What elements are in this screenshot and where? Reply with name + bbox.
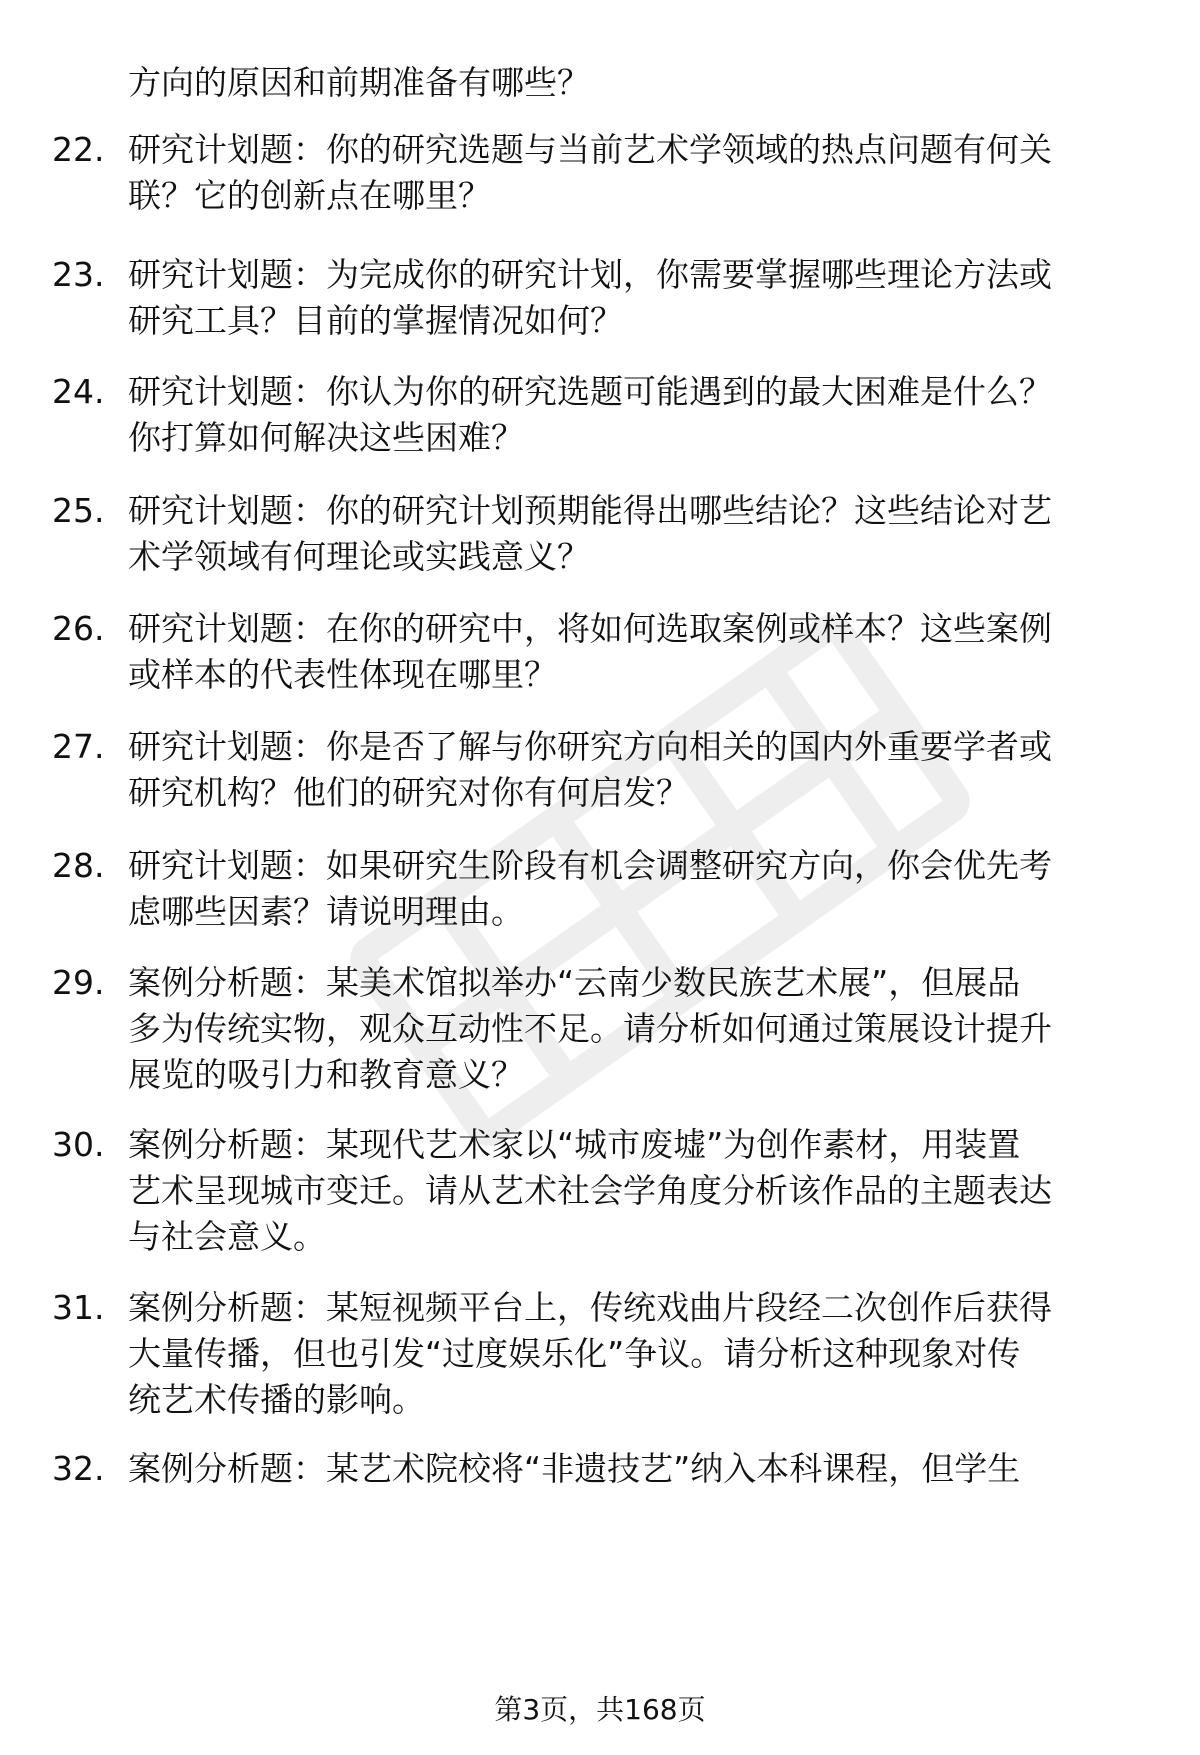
page-footer: 第3页，共168页 [494, 1693, 706, 1726]
question-text-line: 研究计划题：在你的研究中，将如何选取案例或样本？这些案例 [128, 609, 1052, 648]
question-text [128, 960, 1138, 1098]
question-number: 25. [52, 491, 105, 530]
question-text-line: 多为传统实物，观众互动性不足。请分析如何通过策展设计提升 [128, 1009, 1052, 1048]
question-text-line: 案例分析题：某现代艺术家以“城市废墟”为创作素材，用装置 [128, 1125, 1021, 1164]
question-number: 24. [52, 372, 105, 411]
question-number: 27. [52, 727, 105, 766]
question-text-line: 研究计划题：你是否了解与你研究方向相关的国内外重要学者或 [128, 727, 1052, 766]
question-text [128, 1122, 1138, 1260]
question-text-line: 虑哪些因素？请说明理由。 [128, 892, 524, 931]
continuation-text: 方向的原因和前期准备有哪些？ [128, 63, 590, 102]
question-number: 28. [52, 846, 105, 885]
question-number: 31. [52, 1288, 105, 1327]
question-text-line: 研究计划题：如果研究生阶段有机会调整研究方向，你会优先考 [128, 846, 1052, 885]
question-text-line: 你打算如何解决这些困难？ [128, 418, 524, 457]
question-text [128, 843, 1138, 935]
question-number: 22. [52, 130, 105, 169]
question-text-line: 研究计划题：你的研究选题与当前艺术学领域的热点问题有何关 [128, 130, 1052, 169]
question-text [128, 488, 1138, 580]
question-text-line: 与社会意义。 [128, 1217, 326, 1256]
question-text-line: 案例分析题：某短视频平台上，传统戏曲片段经二次创作后获得 [128, 1288, 1052, 1327]
question-text-line: 研究计划题：你认为你的研究选题可能遇到的最大困难是什么？ [128, 372, 1052, 411]
question-text [128, 724, 1138, 816]
question-text [128, 369, 1138, 461]
question-text-line: 术学领域有何理论或实践意义？ [128, 537, 590, 576]
question-text-line: 研究计划题：为完成你的研究计划，你需要掌握哪些理论方法或 [128, 255, 1052, 294]
question-text-line: 案例分析题：某艺术院校将“非遗技艺”纳入本科课程，但学生 [128, 1449, 1021, 1488]
question-text [128, 127, 1138, 219]
question-text [128, 1446, 1138, 1492]
question-number: 32. [52, 1449, 105, 1488]
question-text-line: 艺术呈现城市变迁。请从艺术社会学角度分析该作品的主题表达 [128, 1171, 1052, 1210]
question-text-line: 或样本的代表性体现在哪里？ [128, 655, 557, 694]
question-number: 26. [52, 609, 105, 648]
question-text-line: 研究工具？目前的掌握情况如何？ [128, 301, 623, 340]
question-number: 29. [52, 963, 105, 1002]
question-text [128, 252, 1138, 344]
question-text-line: 统艺术传播的影响。 [128, 1380, 425, 1419]
question-number: 30. [52, 1125, 105, 1164]
question-text-line: 展览的吸引力和教育意义？ [128, 1055, 524, 1094]
question-text-line: 联？它的创新点在哪里？ [128, 176, 491, 215]
question-text-line: 案例分析题：某美术馆拟举办“云南少数民族艺术展”，但展品 [128, 963, 1021, 1002]
question-text [128, 606, 1138, 698]
question-text-line: 研究计划题：你的研究计划预期能得出哪些结论？这些结论对艺 [128, 491, 1052, 530]
question-text [128, 1285, 1138, 1423]
question-text-line: 研究机构？他们的研究对你有何启发？ [128, 773, 689, 812]
question-text-line: 大量传播，但也引发“过度娱乐化”争议。请分析这种现象对传 [128, 1334, 1021, 1373]
question-number: 23. [52, 255, 105, 294]
